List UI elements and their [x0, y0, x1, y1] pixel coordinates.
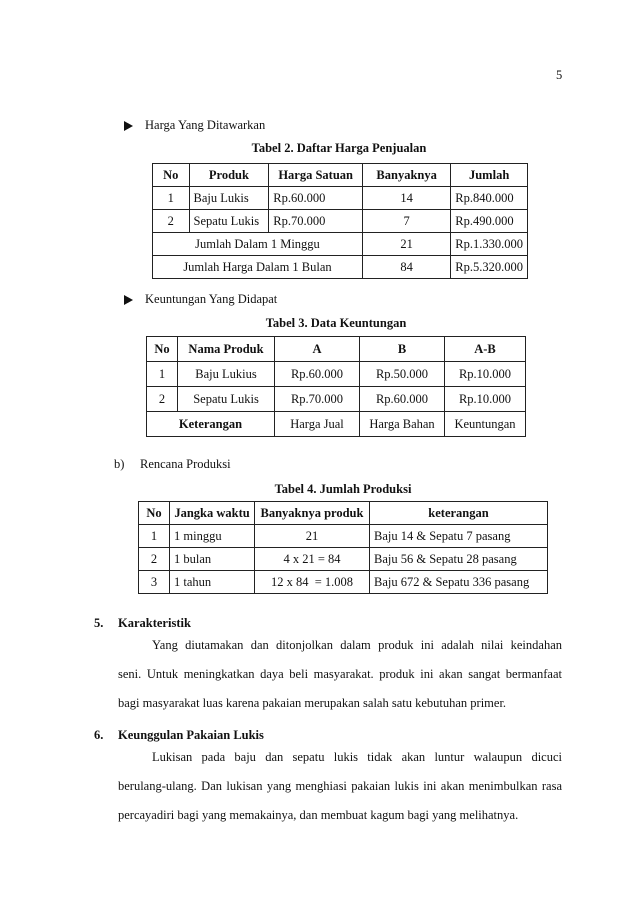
total-month-amount: Rp.5.320.000: [451, 256, 528, 279]
section-number: 6.: [94, 728, 104, 742]
table-header-row: [153, 164, 528, 187]
col-banyaknya: Banyaknya: [363, 164, 451, 187]
table-row: [153, 187, 528, 210]
section-6-paragraph: [118, 743, 562, 830]
cell: 4 x 21 = 84: [255, 548, 370, 571]
table-row-total-month: [153, 256, 528, 279]
table3-caption: Tabel 3. Data Keuntungan: [265, 316, 407, 330]
total-month-label: Jumlah Harga Dalam 1 Bulan: [153, 256, 363, 279]
cell: Rp.10.000: [445, 362, 526, 387]
table-row-keterangan: [147, 412, 526, 437]
col-no: No: [153, 164, 190, 187]
rencana-produksi-heading: [114, 457, 231, 472]
paragraph-line: seni. Untuk meningkatkan daya beli masyarakat. produk ini akan sangat bermanfaat: [118, 667, 562, 681]
sub-heading-letter: b): [114, 457, 125, 471]
cell: 1: [153, 187, 190, 210]
table-row: [153, 210, 528, 233]
total-week-label: Jumlah Dalam 1 Minggu: [153, 233, 363, 256]
cell: 2: [147, 387, 178, 412]
sub-heading-text: Rencana Produksi: [140, 457, 231, 471]
col-no: No: [147, 337, 178, 362]
col-keterangan: keterangan: [370, 502, 548, 525]
table-row: [139, 548, 548, 571]
cell: 1 tahun: [170, 571, 255, 594]
col-jumlah: Jumlah: [451, 164, 528, 187]
total-month-qty: 84: [363, 256, 451, 279]
total-week-qty: 21: [363, 233, 451, 256]
section-6-title: [94, 728, 264, 743]
cell: 1: [139, 525, 170, 548]
table-row: [147, 362, 526, 387]
cell: Rp.70.000: [269, 210, 363, 233]
cell: Rp.50.000: [360, 362, 445, 387]
paragraph-line: percayadiri bagi yang memakainya, dan membuat kagum bagi yang melihatnya.: [118, 808, 519, 822]
cell: Baju Lukis: [189, 187, 269, 210]
bullet-harga-label: Harga Yang Ditawarkan: [145, 118, 266, 132]
cell: 1 bulan: [170, 548, 255, 571]
keterangan-label: Keterangan: [147, 412, 275, 437]
paragraph-line: Lukisan pada baju dan sepatu lukis tidak akan luntur walaupun dicuci: [152, 750, 562, 764]
table-row: [147, 387, 526, 412]
profit-table: [146, 336, 526, 437]
cell: 7: [363, 210, 451, 233]
cell: Baju 56 & Sepatu 28 pasang: [370, 548, 548, 571]
cell: Baju 672 & Sepatu 336 pasang: [370, 571, 548, 594]
cell: Rp.10.000: [445, 387, 526, 412]
cell: Sepatu Lukis: [178, 387, 275, 412]
table-row-total-week: [153, 233, 528, 256]
keterangan-a: Harga Jual: [275, 412, 360, 437]
table-header-row: [147, 337, 526, 362]
cell: Sepatu Lukis: [189, 210, 269, 233]
keterangan-b: Harga Bahan: [360, 412, 445, 437]
col-a: A: [275, 337, 360, 362]
cell: 14: [363, 187, 451, 210]
cell: Baju 14 & Sepatu 7 pasang: [370, 525, 548, 548]
cell: 3: [139, 571, 170, 594]
table-header-row: [139, 502, 548, 525]
section-5-title: [94, 616, 191, 631]
bullet-harga: [124, 118, 265, 133]
bullet-keuntungan: [124, 292, 277, 307]
cell: Rp.840.000: [451, 187, 528, 210]
cell: Rp.70.000: [275, 387, 360, 412]
cell: Rp.60.000: [269, 187, 363, 210]
cell: 2: [139, 548, 170, 571]
paragraph-line: Yang diutamakan dan ditonjolkan dalam produk ini adalah nilai keindahan: [152, 638, 562, 652]
arrow-bullet-icon: [124, 295, 133, 305]
paragraph-line: berulang-ulang. Dan lukisan yang menghiasi pakaian lukis ini akan menimbulkan rasa: [118, 779, 562, 793]
cell: 1 minggu: [170, 525, 255, 548]
col-a-minus-b: A-B: [445, 337, 526, 362]
table-row: [139, 525, 548, 548]
section-title-text: Karakteristik: [118, 616, 191, 630]
cell: 2: [153, 210, 190, 233]
col-harga-satuan: Harga Satuan: [269, 164, 363, 187]
col-banyaknya-produk: Banyaknya produk: [255, 502, 370, 525]
cell: 21: [255, 525, 370, 548]
cell: Rp.60.000: [275, 362, 360, 387]
section-number: 5.: [94, 616, 104, 630]
cell: Rp.490.000: [451, 210, 528, 233]
section-5-paragraph: [118, 631, 562, 718]
table-row: [139, 571, 548, 594]
paragraph-line: bagi masyarakat luas karena pakaian merupakan salah satu kebutuhan primer.: [118, 696, 507, 710]
col-nama-produk: Nama Produk: [178, 337, 275, 362]
arrow-bullet-icon: [124, 121, 133, 131]
cell: Baju Lukius: [178, 362, 275, 387]
cell: 1: [147, 362, 178, 387]
col-produk: Produk: [189, 164, 269, 187]
table4-caption: Tabel 4. Jumlah Produksi: [274, 482, 412, 496]
table2-caption: Tabel 2. Daftar Harga Penjualan: [251, 141, 427, 155]
keterangan-ab: Keuntungan: [445, 412, 526, 437]
col-b: B: [360, 337, 445, 362]
cell: Rp.60.000: [360, 387, 445, 412]
total-week-amount: Rp.1.330.000: [451, 233, 528, 256]
price-table: [152, 163, 528, 279]
col-jangka-waktu: Jangka waktu: [170, 502, 255, 525]
col-no: No: [139, 502, 170, 525]
production-table: [138, 501, 548, 594]
cell: 12 x 84 = 1.008: [255, 571, 370, 594]
bullet-keuntungan-label: Keuntungan Yang Didapat: [145, 292, 278, 306]
section-title-text: Keunggulan Pakaian Lukis: [118, 728, 264, 742]
page-number: 5: [556, 68, 563, 82]
